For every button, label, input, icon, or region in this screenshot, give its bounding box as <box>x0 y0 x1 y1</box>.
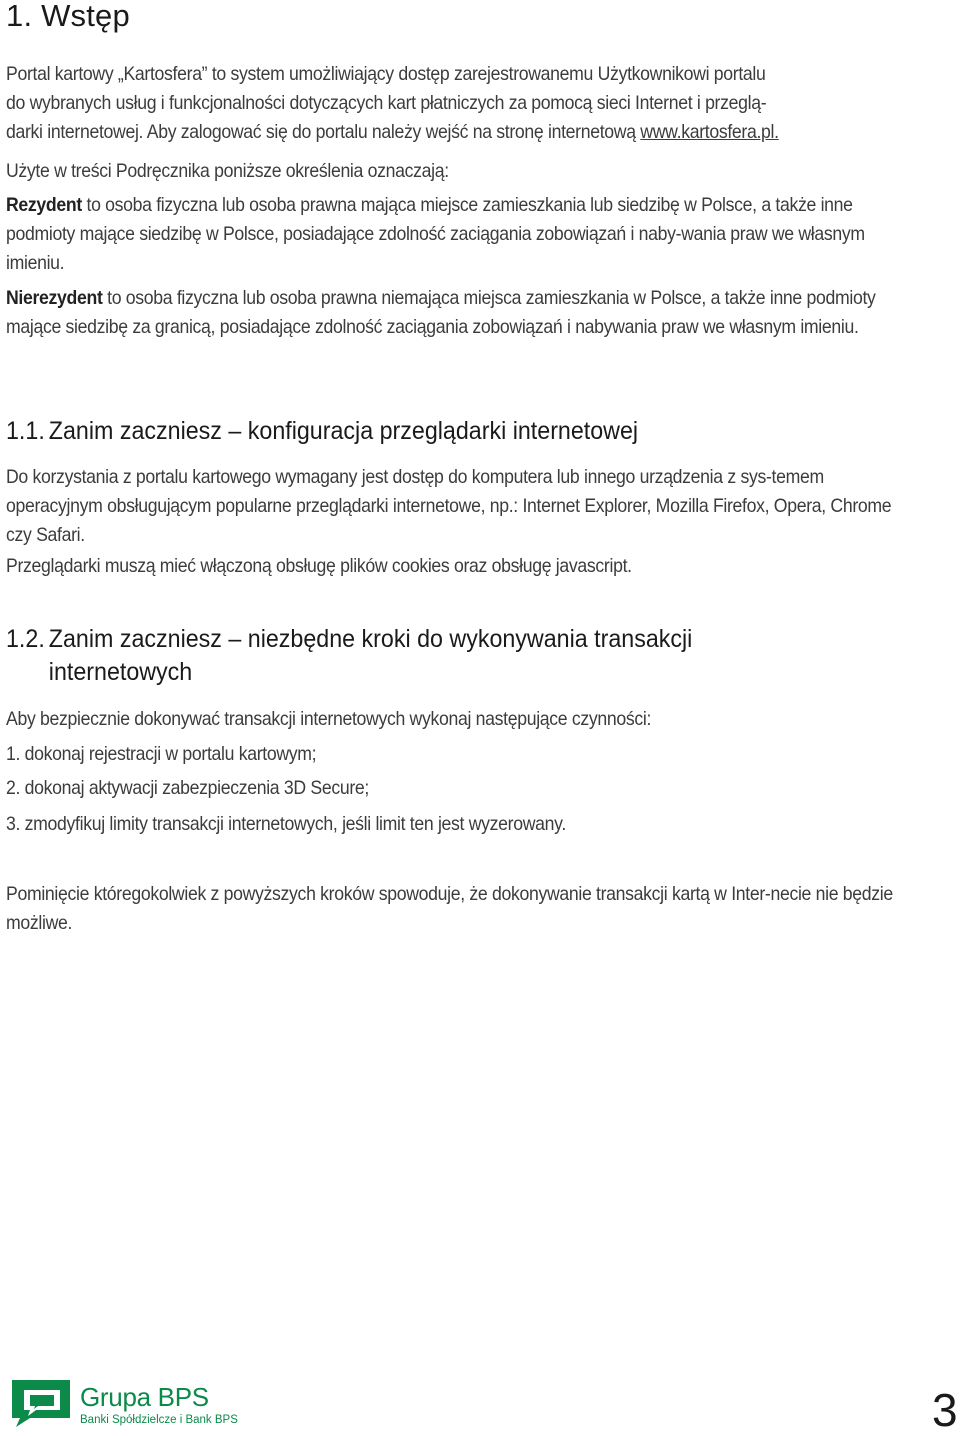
grupa-bps-logo <box>8 1378 243 1430</box>
definition-term: Nierezydent <box>6 288 103 309</box>
intro-line-text: darki internetowej. Aby zalogować się do portalu należy wejść na stronę internetową <box>6 122 641 143</box>
speech-bubble-logo-icon <box>8 1378 74 1428</box>
section-1-1-browser-note: Przeglądarki muszą mieć włączoną obsługę plików cookies oraz obsługę javascript. <box>6 556 632 577</box>
step-list-item: 1. dokonaj rejestracji w portalu kartowym; <box>6 744 317 765</box>
definitions-intro: Użyte w treści Podręcznika poniższe określenia oznaczają: <box>6 161 449 182</box>
section-number: 1.1. <box>6 417 45 445</box>
section-title-continued: internetowych <box>48 658 193 686</box>
section-1-1-heading <box>6 415 843 448</box>
section-1-1-paragraph: Do korzystania z portalu kartowego wymagany jest dostęp do komputera lub innego urządzenia z sys-temem operacyjnym obsługującym popularne przeglądarki internetowe, np.: Internet Explorer, Mozilla Firefox, Opera, Chrome czy Safari. <box>6 467 892 546</box>
definition-rezydent <box>6 191 897 278</box>
definition-nierezydent <box>6 284 897 342</box>
section-number: 1.2. <box>6 625 45 653</box>
section-1-2-intro: Aby bezpiecznie dokonywać transakcji internetowych wykonaj następujące czynności: <box>6 709 652 730</box>
section-title: Zanim zaczniesz – niezbędne kroki do wykonywania transakcji <box>48 625 693 653</box>
page-heading: 1. Wstęp <box>6 0 130 33</box>
kartosfera-link[interactable]: www.kartosfera.pl. <box>640 122 779 143</box>
step-list-item: 3. zmodyfikuj limity transakcji internetowych, jeśli limit ten jest wyzerowany. <box>6 814 566 835</box>
definition-text: to osoba fizyczna lub osoba prawna mająca miejsce zamieszkania lub siedzibę w Polsce, a także inne podmioty mające siedzibę w Polsce, posiadające zdolność zaciągania zobowiązań i naby-wania praw we własnym imieniu. <box>6 195 865 274</box>
intro-line <box>6 118 897 147</box>
definition-text: to osoba fizyczna lub osoba prawna niemająca miejsca zamieszkania w Polsce, a także inne podmioty mające siedzibę za granicą, posiadające zdolność zaciągania zobowiązań i nabywania praw we własnym imieniu. <box>6 288 876 338</box>
definition-term: Rezydent <box>6 195 82 216</box>
page-number: 3 <box>932 1384 958 1436</box>
section-1-2-heading <box>6 623 843 689</box>
intro-line: do wybranych usług i funkcjonalności dotyczących kart płatniczych za pomocą sieci Internet i przeglą- <box>6 93 767 114</box>
section-title: Zanim zaczniesz – konfiguracja przeglądarki internetowej <box>48 417 639 445</box>
intro-line: Portal kartowy „Kartosfera” to system umożliwiający dostęp zarejestrowanemu Użytkownikowi portalu <box>6 64 766 85</box>
section-1-2-warning: Pominięcie któregokolwiek z powyższych kroków spowoduje, że dokonywanie transakcji kartą w Inter-necie nie będzie możliwe. <box>6 884 893 934</box>
intro-paragraph <box>6 60 897 147</box>
logo-subtitle: Banki Spółdzielcze i Bank BPS <box>80 1414 238 1426</box>
step-list-item: 2. dokonaj aktywacji zabezpieczenia 3D Secure; <box>6 778 369 799</box>
logo-title: Grupa BPS <box>80 1382 209 1412</box>
